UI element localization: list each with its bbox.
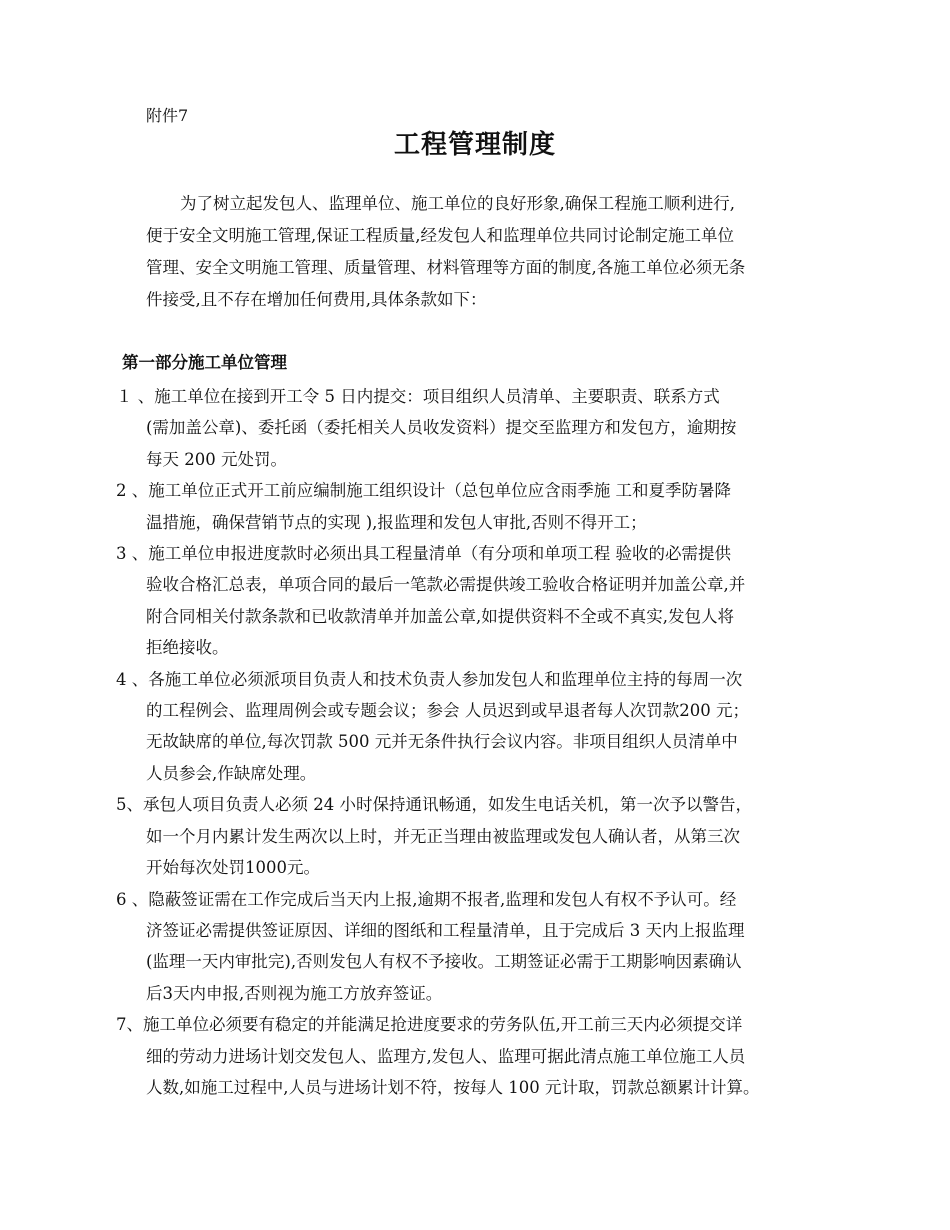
clause-line: 验收合格汇总表，单项合同的最后一笔款必需提供竣工验收合格证明并加盖公章,并 [146,575,746,595]
clause-line: 2 、施工单位正式开工前应编制施工组织设计（总包单位应含雨季施 工和夏季防暑降 [116,481,731,501]
clause-line: 4 、各施工单位必须派项目负责人和技术负责人参加发包人和监理单位主持的每周一次 [116,669,743,689]
section-heading: 第一部分施工单位管理 [122,353,287,372]
attachment-label: 附件7 [146,106,189,125]
clause-line: 开始每次处罚1000元。 [146,858,320,878]
clause-line: 每天 200 元处罚。 [146,449,287,469]
clause-item-6 [116,884,841,1010]
clause-item-7 [116,1009,841,1103]
clause-line: (监理一天内审批完),否则发包人有权不予接收。工期签证必需于工期影响因素确认 [146,952,742,972]
clause-line: 济签证必需提供签证原因、详细的图纸和工程量清单，且于完成后 3 天内上报监理 [146,920,745,940]
clause-line: 人数,如施工过程中,人员与进场计划不符，按每人 100 元计取，罚款总额累计计算。 [146,1077,760,1097]
clause-item-3 [116,538,841,664]
intro-line: 为了树立起发包人、监理单位、施工单位的良好形象,确保工程施工顺利进行, [180,194,735,213]
clause-line: 的工程例会、监理周例会或专题会议；参会 人员迟到或早退者每人次罚款200 元； [146,701,749,721]
clause-list [116,381,841,1103]
clause-line: 如一个月内累计发生两次以上时，并无正当理由被监理或发包人确认者，从第三次 [146,826,740,846]
clause-line: １ 、施工单位在接到开工令 5 日内提交：项目组织人员清单、主要职责、联系方式 [116,387,720,406]
clause-line: 6 、隐蔽签证需在工作完成后当天内上报,逾期不报者,监理和发包人有权不予认可。经 [116,889,737,909]
clause-line: (需加盖公章)、委托函（委托相关人员收发资料）提交至监理方和发包方，逾期按 [146,418,737,438]
clause-line: 7、施工单位必须要有稳定的并能满足抢进度要求的劳务队伍,开工前三天内必须提交详 [116,1015,743,1035]
clause-line: 人员参会,作缺席处理。 [146,763,317,783]
intro-line: 管理、安全文明施工管理、质量管理、材料管理等方面的制度,各施工单位必须无条 [146,258,746,277]
clause-line: 后3天内申报,否则视为施工方放弃签证。 [146,983,443,1003]
clause-line: 5、承包人项目负责人必须 24 小时保持通讯畅通，如发生电话关机，第一次予以警告， [116,795,752,815]
clause-item-4 [116,664,841,790]
page-title: 工程管理制度 [393,130,556,160]
clause-line: 3 、施工单位申报进度款时必须出具工程量清单（有分项和单项工程 验收的必需提供 [116,544,731,564]
clause-line: 附合同相关付款条款和已收款清单并加盖公章,如提供资料不全或不真实,发包人将 [146,606,734,626]
clause-line: 拒绝接收。 [146,638,229,658]
clause-item-5 [116,789,841,883]
intro-paragraph [146,188,836,316]
clause-item-1 [116,381,841,475]
clause-line: 细的劳动力进场计划交发包人、监理方,发包人、监理可据此清点施工单位施工人员 [146,1046,746,1066]
clause-line: 无故缺席的单位,每次罚款 500 元并无条件执行会议内容。非项目组织人员清单中 [146,732,738,752]
clause-item-2 [116,475,841,538]
intro-line: 便于安全文明施工管理,保证工程质量,经发包人和监理单位共同讨论制定施工单位 [146,226,734,245]
intro-line: 件接受,且不存在增加任何费用,具体条款如下： [146,290,487,309]
clause-line: 温措施，确保营销节点的实现 ),报监理和发包人审批,否则不得开工； [146,512,647,532]
